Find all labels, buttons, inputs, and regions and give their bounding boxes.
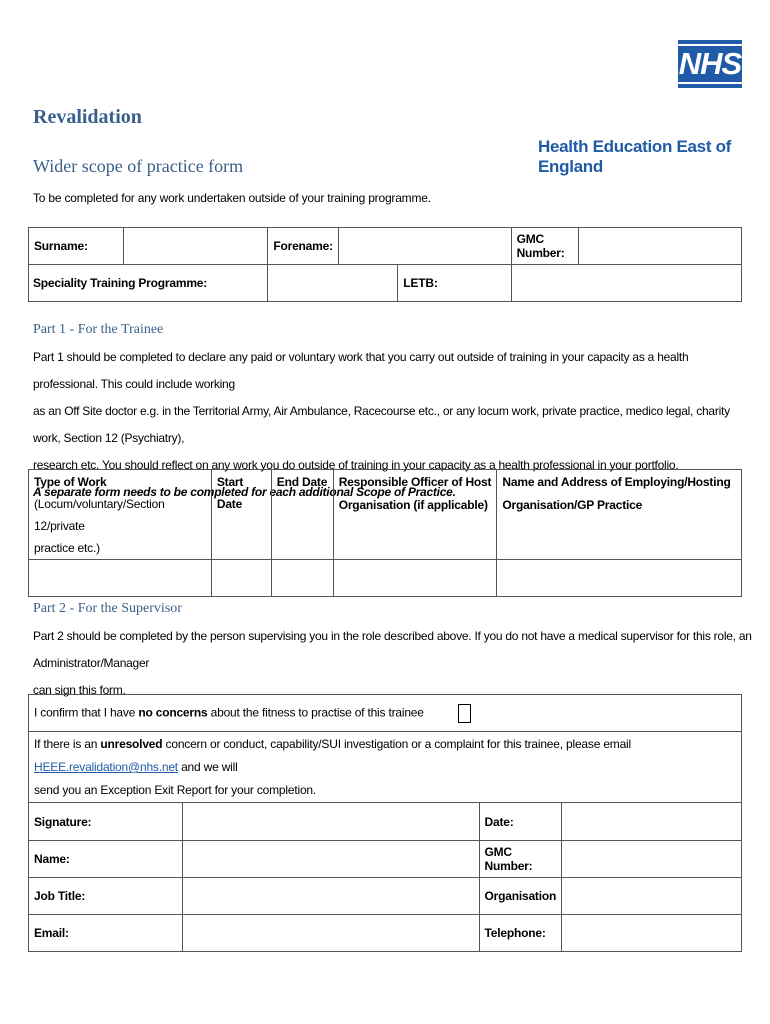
col-addr-line2: Organisation/GP Practice	[502, 498, 643, 512]
concern-mid: concern or conduct, capability/SUI investigation or a complaint for this trainee, please email	[162, 737, 631, 751]
employer-address-field[interactable]	[497, 560, 742, 597]
surname-field[interactable]	[123, 228, 268, 265]
letb-field[interactable]	[511, 265, 741, 302]
gmc-label: GMC Number:	[511, 228, 578, 265]
type-of-work-field[interactable]	[29, 560, 212, 597]
forename-label: Forename:	[268, 228, 339, 265]
confirm-post: about the fitness to practise of this trainee	[207, 705, 424, 720]
end-date-field[interactable]	[271, 560, 333, 597]
part1-note: A separate form needs to be completed for each additional Scope of Practice.	[33, 485, 456, 499]
part1-line3: research etc. You should reflect on any work you do outside of training in your capacity as a health professional in your portfolio.	[33, 458, 679, 472]
part2-line2: can sign this form.	[33, 683, 126, 697]
concern-post: and we will	[177, 760, 238, 774]
col-start-date: Start Date	[211, 470, 271, 560]
nhs-logo	[678, 40, 742, 88]
letb-label: LETB:	[398, 265, 511, 302]
job-title-field[interactable]	[183, 878, 479, 915]
email-field[interactable]	[183, 915, 479, 952]
part1-line1: Part 1 should be completed to declare any paid or voluntary work that you carry out outside of training in your capacity as a health professional. This could include working	[33, 350, 689, 391]
col-type-line2: (Locum/voluntary/Section 12/private	[34, 497, 165, 533]
part2-description	[33, 623, 753, 704]
telephone-field[interactable]	[562, 915, 742, 952]
part1-heading: Part 1 - For the Trainee	[33, 322, 164, 337]
col-end-date: End Date	[271, 470, 333, 560]
col-responsible-officer	[333, 470, 497, 560]
scope-of-practice-table	[28, 469, 742, 597]
signature-label: Signature:	[29, 803, 183, 841]
no-concerns-checkbox[interactable]	[458, 704, 471, 723]
concern-row	[29, 732, 742, 803]
concern-pre: If there is an	[34, 737, 101, 751]
start-date-field[interactable]	[211, 560, 271, 597]
nhs-logo-text: NHS	[675, 44, 745, 84]
job-title-label: Job Title:	[29, 878, 183, 915]
responsible-officer-field[interactable]	[333, 560, 497, 597]
col-type-of-work	[29, 470, 212, 560]
programme-field[interactable]	[268, 265, 398, 302]
col-type-title: Type of Work	[34, 475, 107, 489]
supervisor-gmc-field[interactable]	[562, 841, 742, 878]
date-field[interactable]	[562, 803, 742, 841]
page-title: Revalidation	[33, 106, 142, 128]
trainee-details-table	[28, 227, 742, 302]
date-label: Date:	[479, 803, 562, 841]
gmc-field[interactable]	[578, 228, 742, 265]
col-ro-line2: Organisation (if applicable)	[338, 498, 488, 512]
name-field[interactable]	[183, 841, 479, 878]
supervisor-gmc-label: GMC Number:	[479, 841, 562, 878]
concern-bold: unresolved	[100, 737, 163, 751]
supervisor-table	[28, 694, 742, 952]
organisation-field[interactable]	[562, 878, 742, 915]
col-type-line3: practice etc.)	[34, 541, 100, 555]
surname-label: Surname:	[29, 228, 124, 265]
concern-line2: send you an Exception Exit Report for your completion.	[34, 783, 317, 797]
telephone-label: Telephone:	[479, 915, 562, 952]
signature-field[interactable]	[183, 803, 479, 841]
programme-label	[29, 265, 268, 302]
programme-label-text: Speciality Training Programme:	[33, 276, 208, 290]
confirm-pre: I confirm that I have	[34, 705, 139, 720]
part2-line1: Part 2 should be completed by the person supervising you in the role described above. If you do not have a medical supervisor for this role, an Administrator/Manager	[33, 629, 752, 670]
form-subtitle: Wider scope of practice form	[33, 156, 244, 176]
col-employer-address	[497, 470, 742, 560]
part2-heading: Part 2 - For the Supervisor	[33, 601, 182, 616]
organisation-name: Health Education East of England	[538, 137, 732, 176]
organisation-label: Organisation	[479, 878, 562, 915]
col-ro-line1: Responsible Officer of Host	[338, 475, 492, 489]
email-label: Email:	[29, 915, 183, 952]
intro-text: To be completed for any work undertaken outside of your training programme.	[33, 191, 431, 205]
forename-field[interactable]	[338, 228, 511, 265]
no-concerns-row	[29, 695, 742, 732]
part1-line2: as an Off Site doctor e.g. in the Territorial Army, Air Ambulance, Racecourse etc., or any locum work, private practice, medico legal, charity work, Section 12 (Psychiatry),	[33, 404, 730, 445]
revalidation-email-link[interactable]: HEEE.revalidation@nhs.net	[34, 760, 178, 774]
name-label: Name:	[29, 841, 183, 878]
col-addr-line1: Name and Address of Employing/Hosting	[502, 475, 731, 489]
confirm-bold: no concerns	[138, 705, 208, 720]
